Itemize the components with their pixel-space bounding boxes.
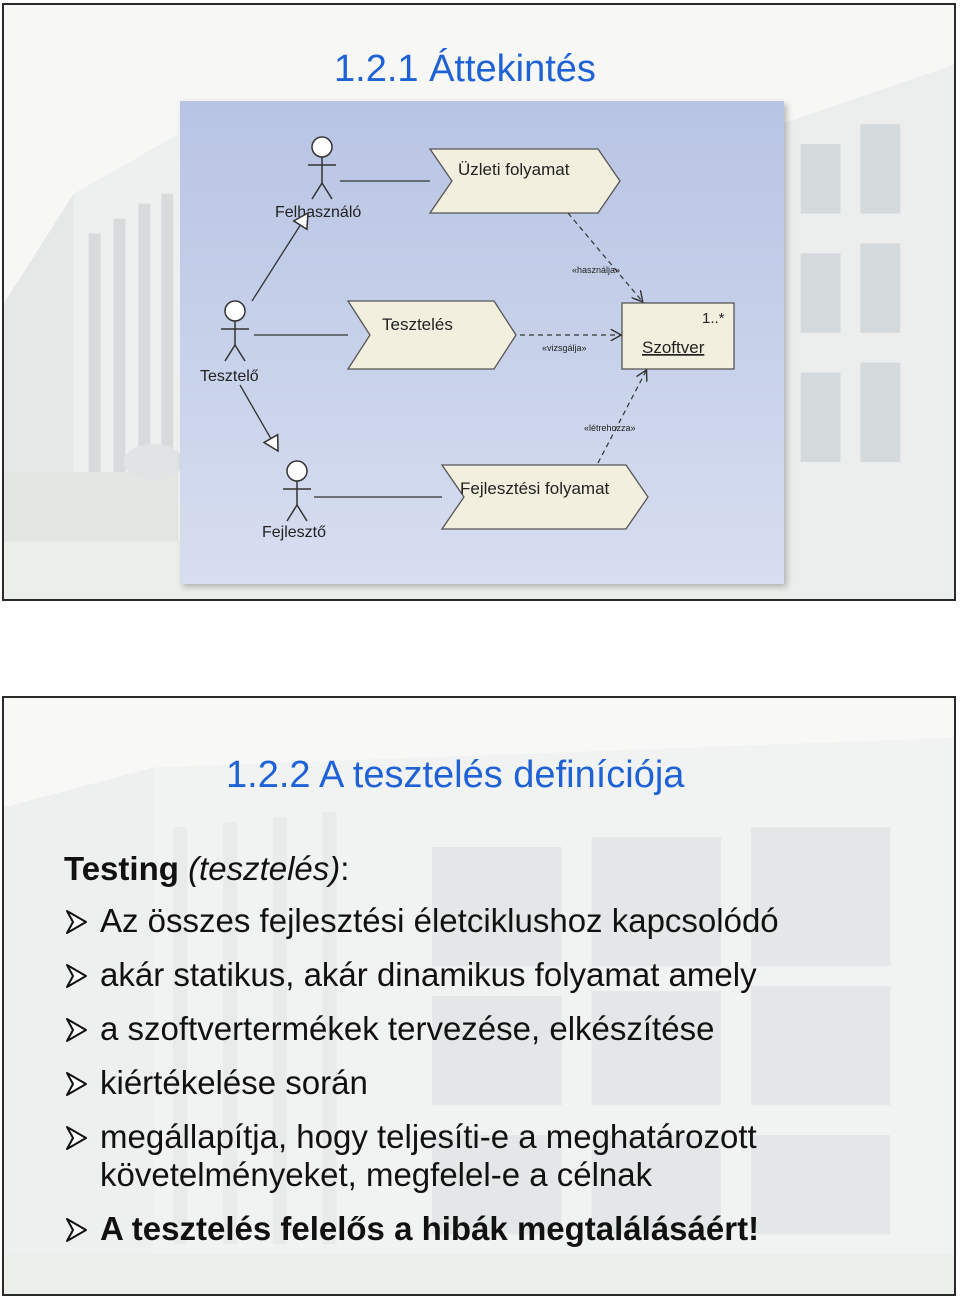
- bullet-item: [64, 1064, 944, 1102]
- actor-label-tesztelo: Tesztelő: [200, 368, 259, 385]
- actor-tesztelo: [221, 301, 249, 361]
- process-uzleti-folyamat: [430, 149, 620, 213]
- process-label-fejlesztesi: Fejlesztési folyamat: [460, 479, 610, 498]
- bullet-arrow-icon: [64, 1216, 90, 1244]
- bullet-text: akár statikus, akár dinamikus folyamat amely: [100, 956, 757, 993]
- process-label-uzleti: Üzleti folyamat: [458, 160, 570, 179]
- software-name: Szoftver: [642, 338, 705, 357]
- bullet-text: a szoftvertermékek tervezése, elkészítése: [100, 1010, 715, 1047]
- definition-term-translation: (tesztelés): [188, 850, 341, 887]
- stereotype-letrehozza: «létrehozza»: [584, 423, 636, 433]
- definition-body: [64, 850, 944, 1264]
- dependency-hasznalja: [568, 213, 642, 301]
- slide-title: 1.2.1 Áttekintés: [334, 48, 596, 90]
- bullet-arrow-icon: [64, 1124, 90, 1152]
- bullet-text: kiértékelése során: [100, 1064, 368, 1101]
- bullet-item: [64, 1010, 944, 1048]
- bullet-item-emphasis: [64, 1210, 944, 1248]
- dependency-letrehozza: [598, 371, 646, 463]
- bullet-arrow-icon: [64, 1070, 90, 1098]
- generalization-tesztelo-felhasznalo: [252, 213, 308, 301]
- bullet-text: Az összes fejlesztési életciklushoz kapcsolódó: [100, 902, 779, 939]
- actor-fejleszto: [283, 461, 311, 521]
- software-class-box: [622, 303, 734, 369]
- definition-colon: :: [340, 850, 350, 887]
- actor-label-felhasznalo: Felhasználó: [275, 204, 362, 221]
- uml-diagram: [180, 101, 784, 584]
- definition-heading: [64, 850, 944, 888]
- bullet-arrow-icon: [64, 908, 90, 936]
- process-fejlesztesi-folyamat: [442, 465, 648, 529]
- bullet-text: megállapítja, hogy teljesíti-e a meghatározott követelményeket, megfelel-e a célnak: [100, 1118, 757, 1193]
- actor-felhasznalo: [308, 137, 336, 199]
- bullet-item: [64, 1118, 860, 1194]
- slide-title: 1.2.2 A tesztelés definíciója: [226, 754, 685, 796]
- bullet-text: A tesztelés felelős a hibák megtalálásáért!: [100, 1210, 760, 1247]
- bullet-item: [64, 956, 944, 994]
- bullet-arrow-icon: [64, 1016, 90, 1044]
- bullet-arrow-icon: [64, 962, 90, 990]
- process-teszteles: [348, 301, 516, 369]
- generalization-tesztelo-fejleszto: [240, 385, 278, 451]
- software-multiplicity: 1..*: [702, 310, 725, 327]
- slide-overview: [2, 3, 956, 601]
- bullet-item: [64, 902, 944, 940]
- stereotype-hasznalja: «használja»: [572, 265, 621, 275]
- definition-term: Testing: [64, 850, 179, 887]
- slide-definition: [2, 696, 956, 1296]
- stereotype-vizsgalja: «vizsgálja»: [542, 343, 587, 353]
- process-label-teszteles: Tesztelés: [382, 315, 453, 334]
- actor-label-fejleszto: Fejlesztő: [262, 524, 327, 541]
